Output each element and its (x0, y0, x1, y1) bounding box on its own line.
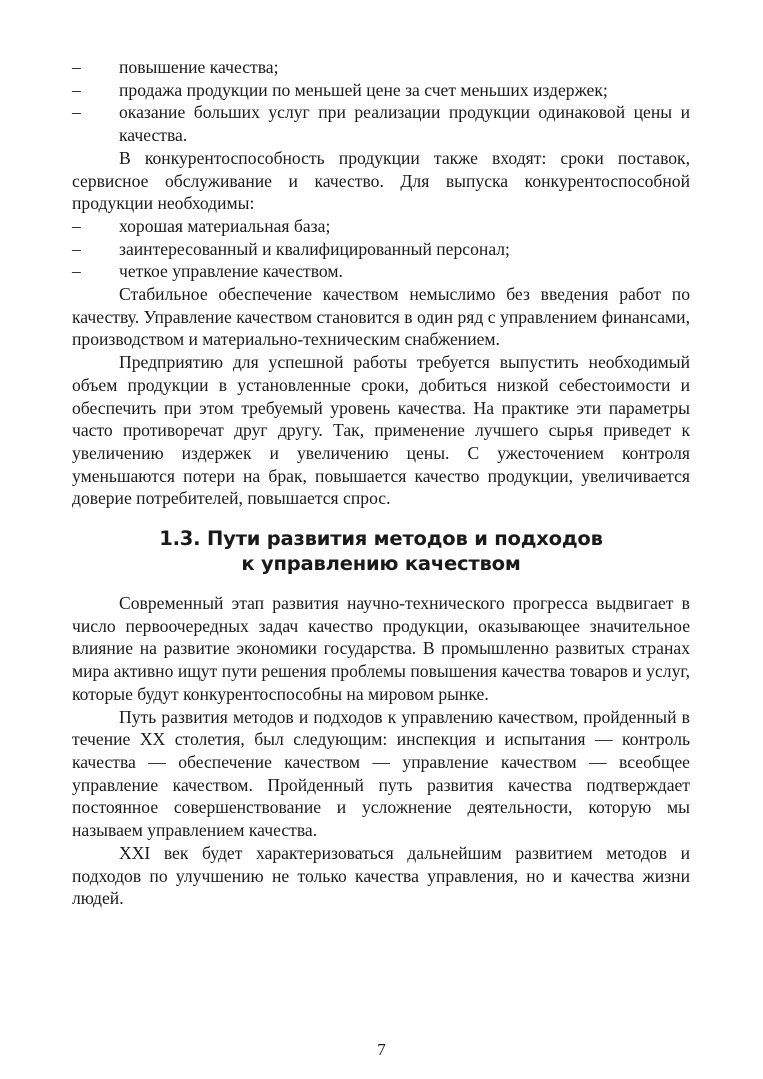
list-item (72, 79, 690, 102)
list-item (72, 260, 690, 283)
list-marker: – (72, 238, 81, 259)
list-marker: – (72, 57, 81, 77)
list-item (72, 215, 690, 238)
list-marker: – (72, 261, 81, 282)
list-item (72, 101, 690, 146)
list-item-text: заинтересованный и квалифицированный персонал; (119, 238, 510, 259)
list-item (72, 56, 690, 79)
paragraph: Стабильное обеспечение качеством немыслимо без введения работ по качеству. Управление качеством становится в один ряд с управлением финансами, производством и материально-техническим снабжением. (72, 284, 690, 350)
page-number: 7 (377, 1040, 386, 1059)
list-marker: – (72, 79, 81, 100)
paragraph: XXI век будет характеризоваться дальнейшим развитием методов и подходов по улучшению не только качества управления, но и качества жизни людей. (72, 842, 690, 909)
section-heading (72, 526, 690, 576)
paragraph: Современный этап развития научно-технического прогресса выдвигает в число первоочередных задач качество продукции, оказывающее значительное влияние на развитие экономики государства. В промышленно развитых странах мира активно ищут пути решения проблемы повышения качества товаров и услуг, которые будут конкурентоспособны на мировом рынке. (72, 593, 690, 704)
list-item-text: оказание больших услуг при реализации продукции одинаковой цены и качества. (119, 102, 690, 146)
list-item-text: продажа продукции по меньшей цене за счет меньших издержек; (119, 79, 608, 100)
list-marker: – (72, 215, 81, 236)
page-body (72, 56, 690, 910)
paragraph: Путь развития методов и подходов к управлению качеством, пройденный в течение XX столетия, был следующим: инспекция и испытания — контроль качества — обеспечение качеством — управление качеством — всеобщее управление качеством. Пройденный путь развития качества подтверждает постоянное совершенствование и усложнение деятельности, которую мы называем управлением качества. (72, 706, 690, 841)
list-item-text: четкое управление качеством. (119, 261, 343, 282)
paragraph: В конкурентоспособность продукции также входят: сроки поставок, сервисное обслуживание и качество. Для выпуска конкурентоспособной продукции необходимы: (72, 147, 690, 214)
list-item-text: повышение качества; (119, 57, 279, 77)
section-heading-line: к управлению качеством (241, 552, 521, 576)
list-item-text: хорошая материальная база; (119, 215, 331, 236)
section-heading-line: 1.3. Пути развития методов и подходов (159, 527, 603, 551)
list-marker: – (72, 102, 81, 123)
list-item (72, 238, 690, 261)
paragraph: Предприятию для успешной работы требуется выпустить необходимый объем продукции в установленные сроки, добиться низкой себестоимости и обеспечить при этом требуемый уровень качества. На практике эти параметры часто противоречат друг другу. Так, применение лучшего сырья приведет к увеличению издержек и увеличению цены. С ужесточением контроля уменьшаются потери на брак, повышается качество продукции, увеличивается доверие потребителей, повышается спрос. (72, 352, 690, 509)
